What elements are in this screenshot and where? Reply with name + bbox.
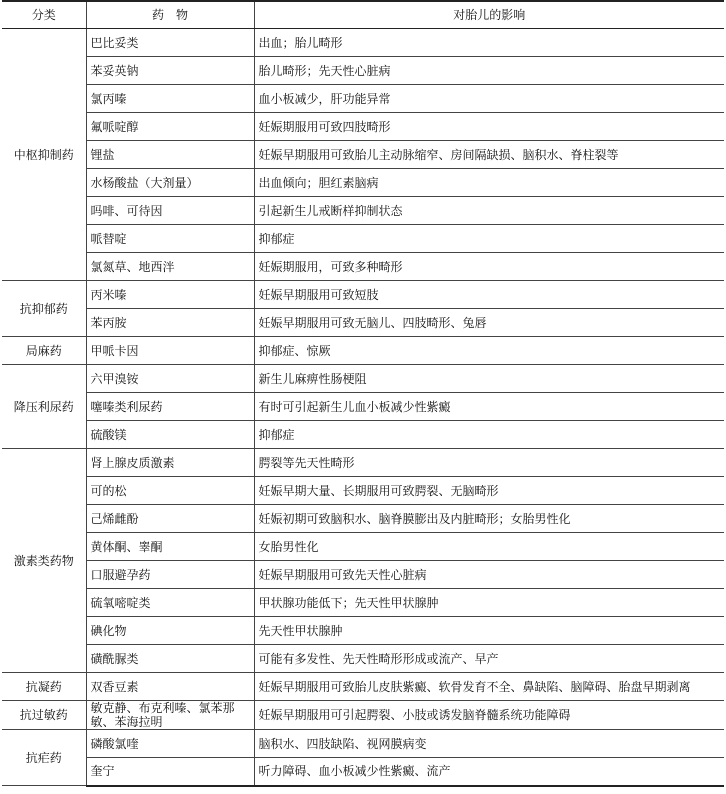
table-row: [2, 645, 724, 673]
effect-cell: 抑郁症、惊厥: [254, 337, 724, 365]
table-row: [2, 197, 724, 225]
table-row: [2, 505, 724, 533]
effect-cell: 妊娠早期服用可致先天性心脏病: [254, 561, 724, 589]
drug-cell: 氟哌啶醇: [86, 113, 254, 141]
table-row: [2, 57, 724, 85]
drug-cell: 六甲溴铵: [86, 365, 254, 393]
table-row: [2, 449, 724, 477]
drug-cell: 锂盐: [86, 141, 254, 169]
category-cell: 中枢抑制药: [2, 29, 86, 281]
table-row: [2, 337, 724, 365]
category-cell: 降压利尿药: [2, 365, 86, 449]
category-cell: 抗过敏药: [2, 701, 86, 730]
drug-cell: 氯丙嗪: [86, 85, 254, 113]
header-drug: 药 物: [86, 1, 254, 29]
drug-cell: 吗啡、可待因: [86, 197, 254, 225]
table-header-row: [2, 1, 724, 29]
category-cell: 局麻药: [2, 337, 86, 365]
table-row: [2, 29, 724, 57]
table-row: [2, 758, 724, 786]
category-cell: 抗抑郁药: [2, 281, 86, 337]
drug-cell: 水杨酸盐（大剂量）: [86, 169, 254, 197]
table-row: [2, 253, 724, 281]
effect-cell: 妊娠早期服用可致胎儿皮肤紫癜、软骨发育不全、鼻缺陷、脑障碍、胎盘早期剥离: [254, 673, 724, 701]
drug-cell: 奎宁: [86, 758, 254, 786]
effect-cell: 有时可引起新生儿血小板减少性紫癜: [254, 393, 724, 421]
effect-cell: 妊娠早期服用可致无脑儿、四肢畸形、兔唇: [254, 309, 724, 337]
effect-cell: 甲状腺功能低下；先天性甲状腺肿: [254, 589, 724, 617]
table-row: [2, 533, 724, 561]
drug-cell: 磷酸氯喹: [86, 730, 254, 758]
header-effect: 对胎儿的影响: [254, 1, 724, 29]
table-row: [2, 225, 724, 253]
table-row: [2, 477, 724, 505]
drug-cell: 硫氧嘧啶类: [86, 589, 254, 617]
effect-cell: 妊娠早期服用可引起腭裂、小肢或诱发脑脊髓系统功能障碍: [254, 701, 724, 730]
drug-cell: 甲哌卡因: [86, 337, 254, 365]
effect-cell: 血小板减少，肝功能异常: [254, 85, 724, 113]
table-row: [2, 673, 724, 701]
drug-cell: 碘化物: [86, 617, 254, 645]
table-row: [2, 730, 724, 758]
effect-cell: 妊娠早期大量、长期服用可致腭裂、无脑畸形: [254, 477, 724, 505]
table-row: [2, 421, 724, 449]
effect-cell: 先天性甲状腺肿: [254, 617, 724, 645]
drug-cell: 双香豆素: [86, 673, 254, 701]
drug-cell: 口服避孕药: [86, 561, 254, 589]
category-cell: 抗凝药: [2, 673, 86, 701]
effect-cell: 妊娠期服用，可致多种畸形: [254, 253, 724, 281]
table-row: [2, 561, 724, 589]
drug-cell: 肾上腺皮质激素: [86, 449, 254, 477]
drug-cell: 氯氮草、地西泮: [86, 253, 254, 281]
effect-cell: 女胎男性化: [254, 533, 724, 561]
table-body: [2, 29, 724, 786]
drug-cell: 硫酸镁: [86, 421, 254, 449]
effect-cell: 出血倾向；胆红素脑病: [254, 169, 724, 197]
drug-cell: 敏克静、布克利嗪、氯苯那敏、苯海拉明: [86, 701, 254, 730]
table-row: [2, 365, 724, 393]
table-row: [2, 589, 724, 617]
header-category: 分类: [2, 1, 86, 29]
effect-cell: 妊娠初期可致脑积水、脑脊膜膨出及内脏畸形；女胎男性化: [254, 505, 724, 533]
effect-cell: 引起新生儿戒断样抑制状态: [254, 197, 724, 225]
effect-cell: 出血；胎儿畸形: [254, 29, 724, 57]
table-row: [2, 85, 724, 113]
category-cell: 抗疟药: [2, 730, 86, 786]
table-row: [2, 617, 724, 645]
effect-cell: 妊娠期服用可致四肢畸形: [254, 113, 724, 141]
effect-cell: 可能有多发性、先天性畸形形成或流产、早产: [254, 645, 724, 673]
drug-cell: 哌替啶: [86, 225, 254, 253]
table-row: [2, 701, 724, 730]
table-row: [2, 141, 724, 169]
effect-cell: 听力障碍、血小板减少性紫癜、流产: [254, 758, 724, 786]
table-row: [2, 113, 724, 141]
effect-cell: 腭裂等先天性畸形: [254, 449, 724, 477]
drug-cell: 噻嗪类利尿药: [86, 393, 254, 421]
drug-cell: 己烯雌酚: [86, 505, 254, 533]
effect-cell: 脑积水、四肢缺陷、视网膜病变: [254, 730, 724, 758]
drug-cell: 苯妥英钠: [86, 57, 254, 85]
effect-cell: 抑郁症: [254, 421, 724, 449]
category-cell: 激素类药物: [2, 449, 86, 673]
drug-effects-table: [2, 0, 724, 787]
effect-cell: 新生儿麻痹性肠梗阻: [254, 365, 724, 393]
effect-cell: 胎儿畸形；先天性心脏病: [254, 57, 724, 85]
drug-cell: 丙米嗪: [86, 281, 254, 309]
drug-cell: 可的松: [86, 477, 254, 505]
effect-cell: 妊娠早期服用可致短肢: [254, 281, 724, 309]
drug-cell: 苯丙胺: [86, 309, 254, 337]
table-row: [2, 281, 724, 309]
table-row: [2, 393, 724, 421]
effect-cell: 妊娠早期服用可致胎儿主动脉缩窄、房间隔缺损、脑积水、脊柱裂等: [254, 141, 724, 169]
drug-cell: 黄体酮、睾酮: [86, 533, 254, 561]
table-row: [2, 309, 724, 337]
drug-cell: 磺酰脲类: [86, 645, 254, 673]
effect-cell: 抑郁症: [254, 225, 724, 253]
drug-cell: 巴比妥类: [86, 29, 254, 57]
table-row: [2, 169, 724, 197]
